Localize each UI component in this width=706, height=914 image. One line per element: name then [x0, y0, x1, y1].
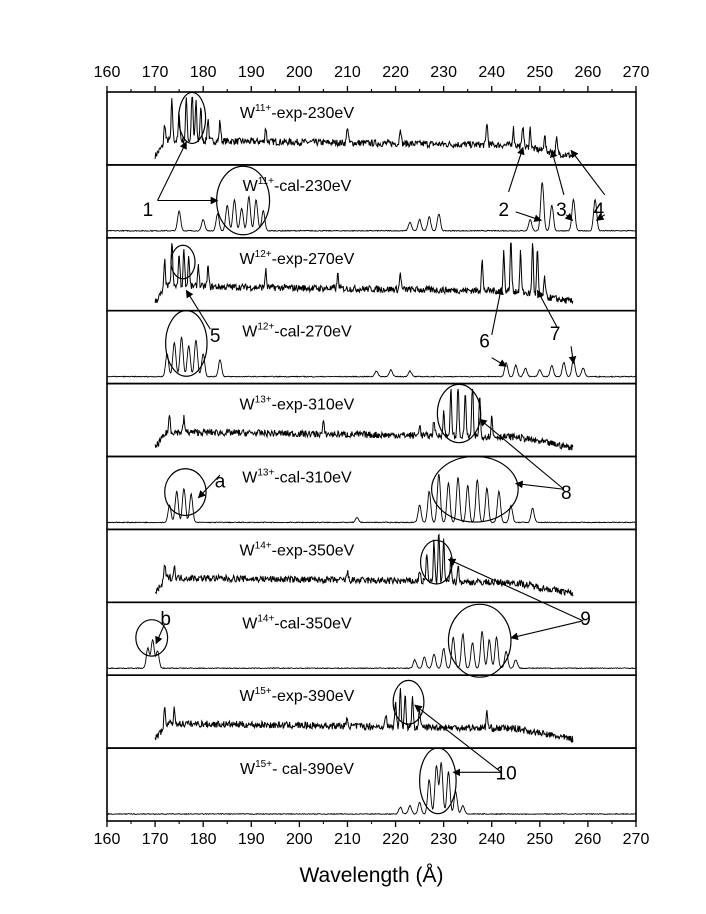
- panel-frame: [107, 748, 636, 821]
- spectrum-line: [155, 243, 573, 304]
- bottom-tick-label: 170: [141, 831, 169, 848]
- spectrum-line: [155, 688, 573, 742]
- panel-label: $W^{15+}-$ cal-390eV: [240, 759, 354, 779]
- annotation-label: a: [214, 471, 226, 493]
- spectrum-line: [107, 631, 636, 668]
- top-tick-label: 240: [478, 64, 506, 81]
- top-tick-label: 260: [574, 64, 602, 81]
- annotation-label: 7: [549, 324, 561, 346]
- bottom-tick-label: 200: [286, 831, 313, 848]
- panel-label: $W^{12+}-cal-270eV$: [242, 321, 352, 341]
- panel-label: $W^{14+}-cal-350eV$: [242, 613, 352, 633]
- annotation-arrow: [480, 419, 564, 489]
- panel-label: $W^{12+}-\exp-270eV$: [239, 248, 355, 268]
- bottom-tick-label: 230: [430, 831, 457, 848]
- bottom-tick-label: 260: [574, 831, 602, 848]
- highlight-circle: [165, 469, 206, 516]
- bottom-tick-label: 180: [189, 831, 217, 848]
- panel-label: $W^{11+}-\exp-230eV$: [239, 103, 354, 122]
- bottom-tick-label: 220: [382, 831, 409, 848]
- panel-label: $W^{13+}-cal-310eV$: [242, 467, 352, 487]
- top-tick-label: 180: [189, 64, 217, 81]
- panel-label: $W^{13+}-\exp-310eV$: [239, 394, 355, 414]
- highlight-circle: [421, 540, 453, 584]
- annotation-arrow: [516, 212, 541, 221]
- spectrum-line: [155, 97, 573, 158]
- highlight-circle: [393, 680, 424, 724]
- annotation-arrow: [492, 358, 506, 367]
- annotation-arrow: [509, 148, 523, 192]
- top-tick-label: 190: [237, 64, 265, 81]
- panel-label: $W^{11+}-cal-230eV$: [242, 175, 352, 195]
- annotation-label: 2: [498, 200, 510, 222]
- annotation-label: 8: [560, 483, 572, 505]
- panel-label: $W^{14+}-\exp-350eV$: [239, 540, 355, 560]
- highlight-circle: [448, 604, 511, 677]
- panel-label: $W^{15+}-\exp-390eV$: [239, 686, 355, 706]
- top-tick-label: 170: [141, 64, 169, 81]
- top-tick-label: 270: [622, 64, 650, 81]
- annotation-label: 5: [209, 325, 221, 347]
- top-tick-label: 220: [382, 64, 409, 81]
- top-tick-label: 230: [430, 64, 457, 81]
- annotation-arrow: [516, 484, 564, 490]
- annotation-arrow: [415, 705, 502, 772]
- annotation-label: b: [160, 608, 171, 630]
- bottom-tick-label: 160: [93, 831, 121, 848]
- annotation-arrow: [571, 150, 605, 194]
- annotation-arrow: [186, 290, 210, 329]
- bottom-tick-label: 270: [622, 831, 650, 848]
- top-tick-label: 250: [526, 64, 554, 81]
- x-axis-title: Wavelength (Å): [299, 864, 444, 887]
- annotation-label: 9: [580, 608, 591, 630]
- annotation-label: 3: [556, 200, 567, 222]
- top-tick-label: 160: [93, 64, 121, 81]
- bottom-tick-label: 240: [478, 831, 506, 848]
- spectrum-line: [155, 389, 573, 450]
- bottom-tick-label: 190: [237, 831, 265, 848]
- panel-frame: [107, 457, 636, 530]
- bottom-tick-label: 210: [334, 831, 361, 848]
- annotation-label: 4: [593, 200, 605, 222]
- panel-frame: [107, 602, 636, 675]
- top-tick-label: 210: [334, 64, 361, 81]
- annotation-label: 10: [495, 763, 517, 785]
- annotation-arrow: [571, 346, 573, 363]
- annotation-arrow: [511, 621, 583, 638]
- annotation-label: 1: [142, 200, 154, 222]
- annotation-arrow: [157, 142, 186, 201]
- spectrum-line: [107, 762, 636, 814]
- panel-frame: [107, 311, 636, 384]
- bottom-tick-label: 250: [526, 831, 554, 848]
- top-tick-label: 200: [286, 64, 313, 81]
- annotation-label: 6: [479, 331, 490, 353]
